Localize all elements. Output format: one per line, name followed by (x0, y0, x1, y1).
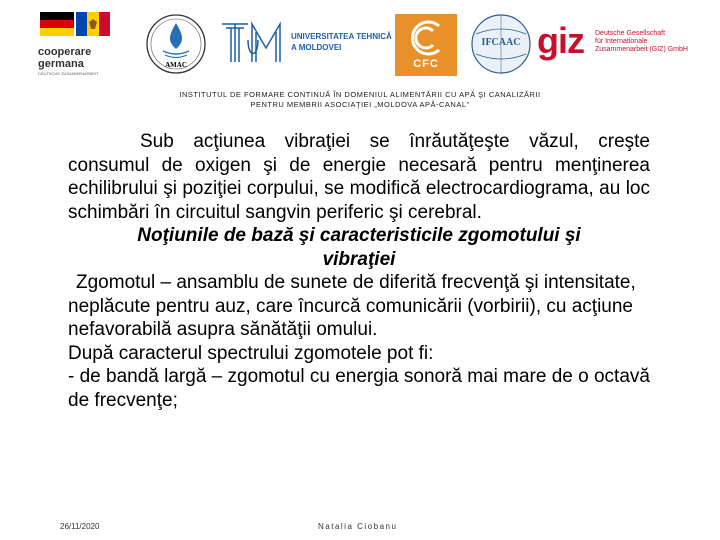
giz-sub-line1: Deutsche Gesellschaft (595, 30, 666, 37)
giz-sub-line3: Zusammenarbeit (GIZ) GmbH (595, 46, 688, 53)
logo-bar (0, 0, 720, 86)
cfc-emblem-icon (395, 18, 457, 58)
utm-line2: A MOLDOVEI (291, 43, 342, 52)
section-heading-line1: Noţiunile de bază şi caracteristicile zgomotului şi (137, 225, 581, 246)
amac-text: AMAC (165, 61, 187, 69)
slide-body (68, 130, 650, 412)
footer-date: 26/11/2020 (60, 522, 100, 531)
utm-name (291, 31, 392, 53)
germana-text: germana (38, 58, 84, 70)
cooperare-germana-logo (38, 12, 116, 76)
section-heading-line2: vibraţiei (322, 248, 396, 270)
utm-logo (218, 14, 392, 74)
giz-subtitle (595, 30, 688, 54)
giz-sub-line2: für Internationale (595, 38, 648, 45)
spectrum-intro-paragraph: După caracterul spectrului zgomotele pot fi: (68, 342, 434, 364)
section-heading (68, 224, 650, 271)
utm-line1: UNIVERSITATEA TEHNICĂ (291, 32, 392, 41)
footer-author: Natalia Ciobanu (318, 522, 398, 531)
broadband-item: - de bandă largă – zgomotul cu energia sonoră mai mare de o octavă de frecvenţe; (68, 366, 650, 411)
deutsche-zusammenarbeit-text: DEUTSCHE ZUSAMMENARBEIT (38, 71, 99, 76)
cooperare-text: cooperare (38, 46, 92, 58)
cfc-logo (395, 14, 457, 76)
utm-monogram-icon (218, 18, 288, 68)
cfc-text: CFC (413, 58, 439, 70)
institute-header (0, 90, 720, 110)
institute-line2: PENTRU MEMBRII ASOCIAŢIEI „MOLDOVA APĂ-CANAL” (250, 100, 470, 109)
ifcaac-text: IFCAAC (481, 37, 521, 48)
noise-definition-paragraph: Zgomotul – ansamblu de sunete de diferită frecvenţă şi intensitate, neplăcute pentru auz, care încurcă comunicării (vorbirii), cu acţiune nefavorabilă asupra sănătăţii omului. (68, 272, 636, 340)
moldova-flag-icon (76, 12, 110, 36)
ifcaac-logo (470, 12, 532, 76)
vibration-effects-paragraph: Sub acţiunea vibraţiei se înrăutăţeşte văzul, creşte consumul de oxigen şi de energie necesară pentru menţinerea echilibrului şi poziţiei corpului, se modifică electrocardiograma, au loc schimbări în circuitul sangvin periferic şi cerebral. (68, 131, 650, 223)
giz-wordmark: giz (537, 20, 584, 61)
amac-logo (143, 13, 209, 77)
germany-flag-icon (40, 12, 74, 36)
giz-logo (537, 20, 717, 68)
institute-line1: INSTITUTUL DE FORMARE CONTINUĂ ÎN DOMENIUL ALIMENTĂRII CU APĂ ŞI CANALIZĂRII (179, 90, 541, 99)
